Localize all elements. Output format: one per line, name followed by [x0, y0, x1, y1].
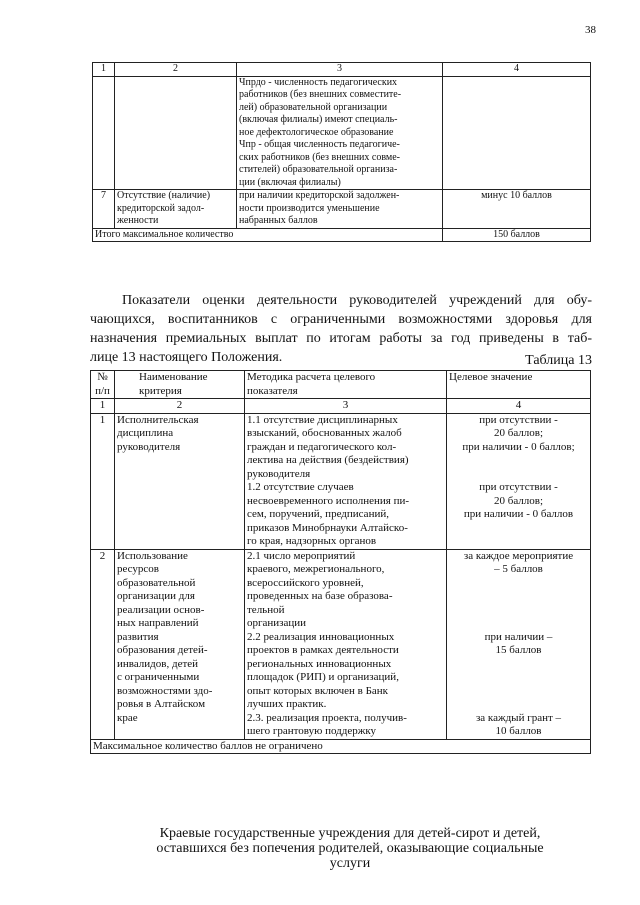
row-number: 2	[91, 549, 115, 739]
target-value: при отсутствии - 20 баллов; при наличии - 0 баллов; при отсутствии - 20 баллов; при наличии - 0 баллов	[447, 413, 591, 549]
table-header-row	[91, 371, 591, 399]
total-value: 150 баллов	[443, 228, 591, 242]
col-number-2: 2	[115, 63, 237, 77]
criterion-name: Исполнительская дисциплина руководителя	[115, 413, 245, 549]
total-label: Итого максимальное количество	[93, 228, 443, 242]
total-row	[93, 228, 591, 242]
method-cell: при наличии кредиторской задолжен- ности производится уменьшение набранных баллов	[237, 190, 443, 229]
table-13	[90, 370, 591, 754]
section-heading: Краевые государственные учреждения для детей-сирот и детей, оставшихся без попечения родителей, оказывающие социальные услуги	[156, 826, 544, 871]
method-cell: 2.1 число мероприятий краевого, межрегионального, всероссийского уровней, проведенных на базе образова- тельной организации 2.2 реализация инновационных проектов в рамках деятельности региональных инновационных площадок (РИП) и организаций, опыт которых включен в Банк лучших практик. 2.3. реализация проекта, получив- шего грантовую поддержку	[245, 549, 447, 739]
page-number: 38	[585, 24, 596, 36]
criteria-table-continued	[92, 62, 591, 242]
header-criterion: Наименование критерия	[115, 371, 245, 399]
col-number-1: 1	[93, 63, 115, 77]
table-header-row	[93, 63, 591, 77]
header-target: Целевое значение	[447, 371, 591, 399]
row-number: 7	[93, 190, 115, 229]
table-caption: Таблица 13	[525, 353, 592, 368]
header-method: Методика расчета целевого показателя	[245, 371, 447, 399]
table-row	[91, 413, 591, 549]
method-cell: Чпрдо - численность педагогических работников (без внешних совместите- лей) образовательной организации (включая филиалы) имеют специаль- ное дефектологическое образование Чпр - общая численность педагогиче- ских работников (без внешних совме- стителей) образовательной организа- ции (включая филиалы)	[237, 76, 443, 190]
column-numbers-row: 1 2 3 4	[91, 399, 591, 414]
criterion-name: Использование ресурсов образовательной организации для реализации основ- ных направлений развития образования детей- инвалидов, детей с ограниченными возможностями здо- ровья в Алтайском крае	[115, 549, 245, 739]
max-row	[91, 739, 591, 754]
col-number-3: 3	[237, 63, 443, 77]
target-value: за каждое мероприятие – 5 баллов при наличии – 15 баллов за каждый грант – 10 баллов	[447, 549, 591, 739]
header-number: № п/п	[91, 371, 115, 399]
row-number: 1	[91, 413, 115, 549]
intro-paragraph: Показатели оценки деятельности руководителей учреждений для обу- чающихся, воспитанников с ограниченными возможностями здоровья для назначения премиальных выплат по итогам работы за год приведены в таб- лице 13 настоящего Положения.	[90, 293, 592, 365]
criterion-name: Отсутствие (наличие) кредиторской задол- женности	[115, 190, 237, 229]
max-label: Максимальное количество баллов не ограничено	[91, 739, 591, 754]
target-value: минус 10 баллов	[443, 190, 591, 229]
col-number-4: 4	[443, 63, 591, 77]
table-row	[93, 76, 591, 190]
table-row	[93, 190, 591, 229]
method-cell: 1.1 отсутствие дисциплинарных взысканий, обоснованных жалоб граждан и педагогического кол- лектива на действия (бездействия) руководителя 1.2 отсутствие случаев несвоевременного исполнения пи- сем, поручений, предписаний, приказов Минобрнауки Алтайско- го края, надзорных органов	[245, 413, 447, 549]
table-row	[91, 549, 591, 739]
